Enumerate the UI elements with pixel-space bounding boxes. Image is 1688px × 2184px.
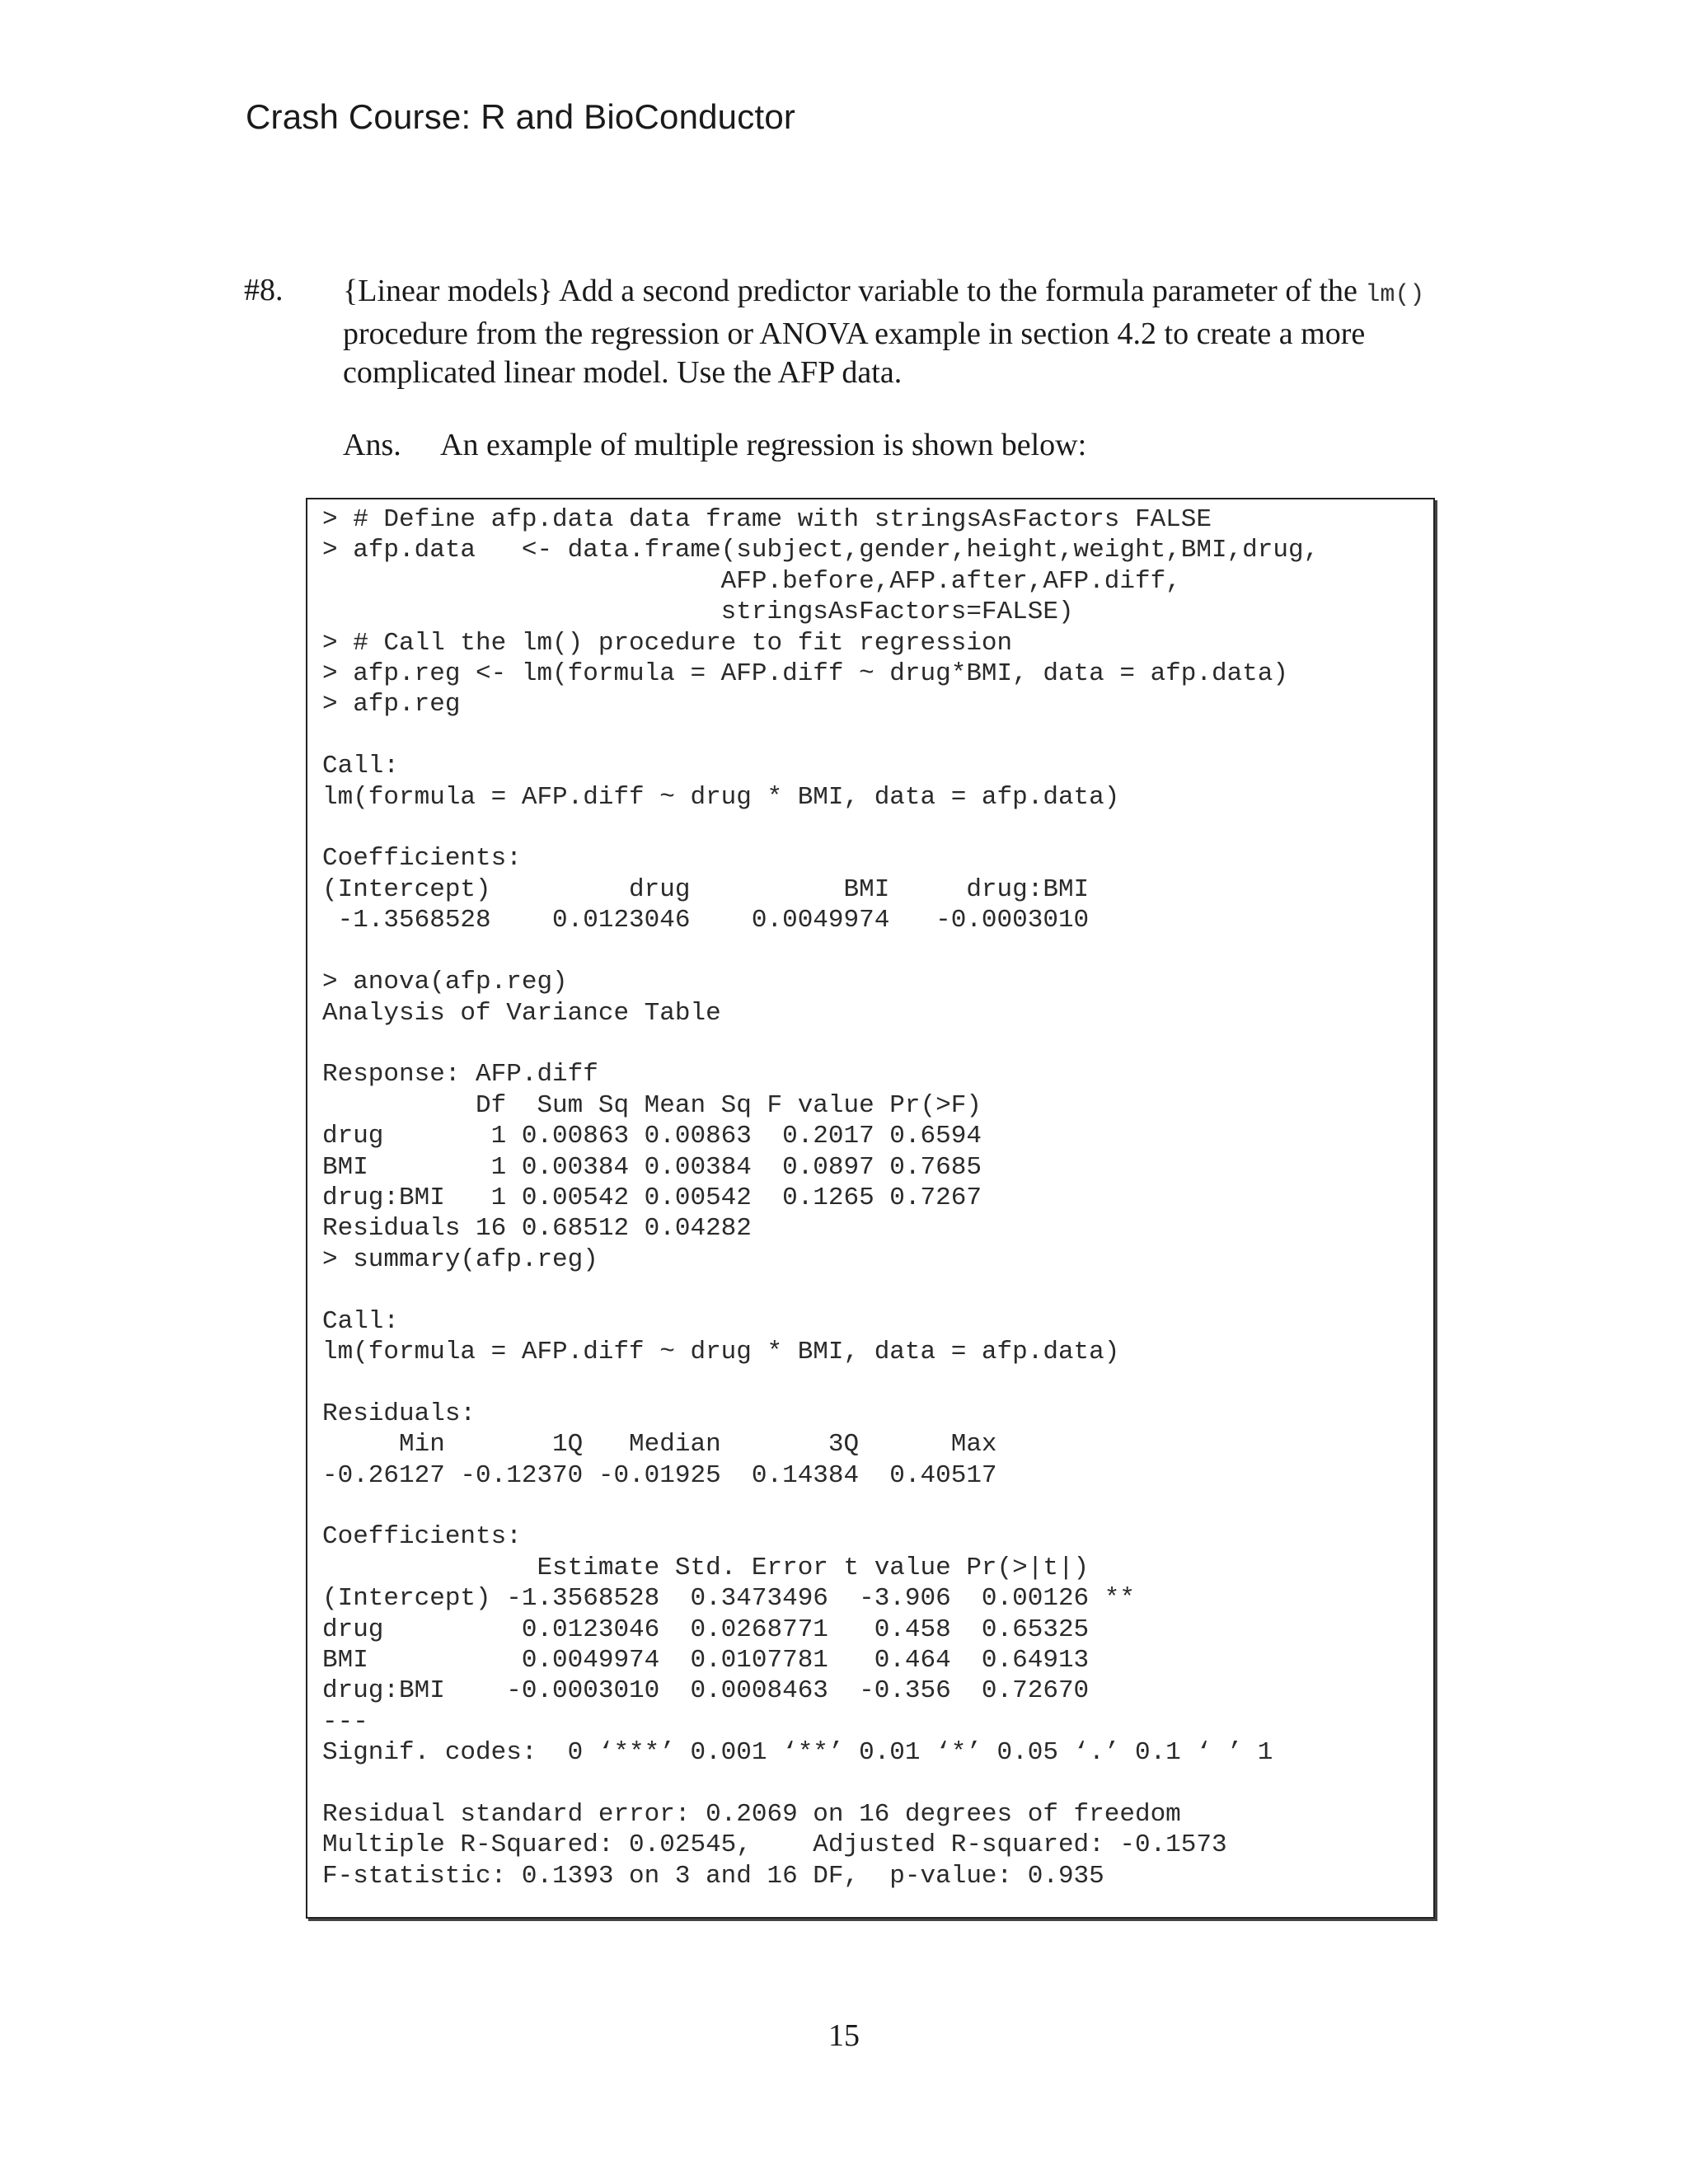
problem-number: #8. bbox=[244, 273, 284, 307]
problem-statement bbox=[343, 272, 1439, 392]
answer-text: An example of multiple regression is shown below: bbox=[440, 428, 1087, 462]
problem-text-part1: {Linear models} Add a second predictor variable to the formula parameter of the bbox=[343, 274, 1366, 308]
r-console-output-box bbox=[306, 498, 1435, 1919]
answer-line bbox=[343, 426, 1086, 465]
r-console-output: > # Define afp.data data frame with stringsAsFactors FALSE > afp.data <- data.frame(subject,gender,height,weight,BMI,drug, AFP.before,AFP.after,AFP.diff, stringsAsFactors=FALSE) > # Call the lm() procedure to fit regression > afp.reg <- lm(formula = AFP.diff ~ drug*BMI, data = afp.data) > afp.reg Call: lm(formula = AFP.diff ~ drug * BMI, data = afp.data) Coefficients: (Intercept) drug BMI drug:BMI -1.3568528 0.0123046 0.0049974 -0.0003010 > anova(afp.reg) Analysis of Variance Table Response: AFP.diff Df Sum Sq Mean Sq F value Pr(>F) drug 1 0.00863 0.00863 0.2017 0.6594 BMI 1 0.00384 0.00384 0.0897 0.7685 drug:BMI 1 0.00542 0.00542 0.1265 0.7267 Residuals 16 0.68512 0.04282 > summary(afp.reg) Call: lm(formula = AFP.diff ~ drug * BMI, data = afp.data) Residuals: Min 1Q Median 3Q Max -0.26127 -0.12370 -0.01925 0.14384 0.40517 Coefficients: Estimate Std. Error t value Pr(>|t|) (Intercept) -1.3568528 0.3473496 -3.906 0.00126 ** drug 0.0123046 0.0268771 0.458 0.65325 BMI 0.0049974 0.0107781 0.464 0.64913 drug:BMI -0.0003010 0.0008463 -0.356 0.72670 --- Signif. codes: 0 ‘***’ 0.001 ‘**’ 0.01 ‘*’ 0.05 ‘.’ 0.1 ‘ ’ 1 Residual standard error: 0.2069 on 16 degrees of freedom Multiple R-Squared: 0.02545, Adjusted R-squared: -0.1573 F-statistic: 0.1393 on 3 and 16 DF, p-value: 0.935 bbox=[322, 505, 1320, 1891]
problem-text-part2: procedure from the regression or ANOVA example in section 4.2 to create a more complicated linear model. Use the AFP data. bbox=[343, 316, 1366, 390]
running-header: Crash Course: R and BioConductor bbox=[246, 97, 796, 136]
answer-label: Ans. bbox=[343, 428, 401, 462]
inline-code-lm: lm() bbox=[1365, 281, 1425, 309]
page-number: 15 bbox=[828, 2018, 860, 2053]
